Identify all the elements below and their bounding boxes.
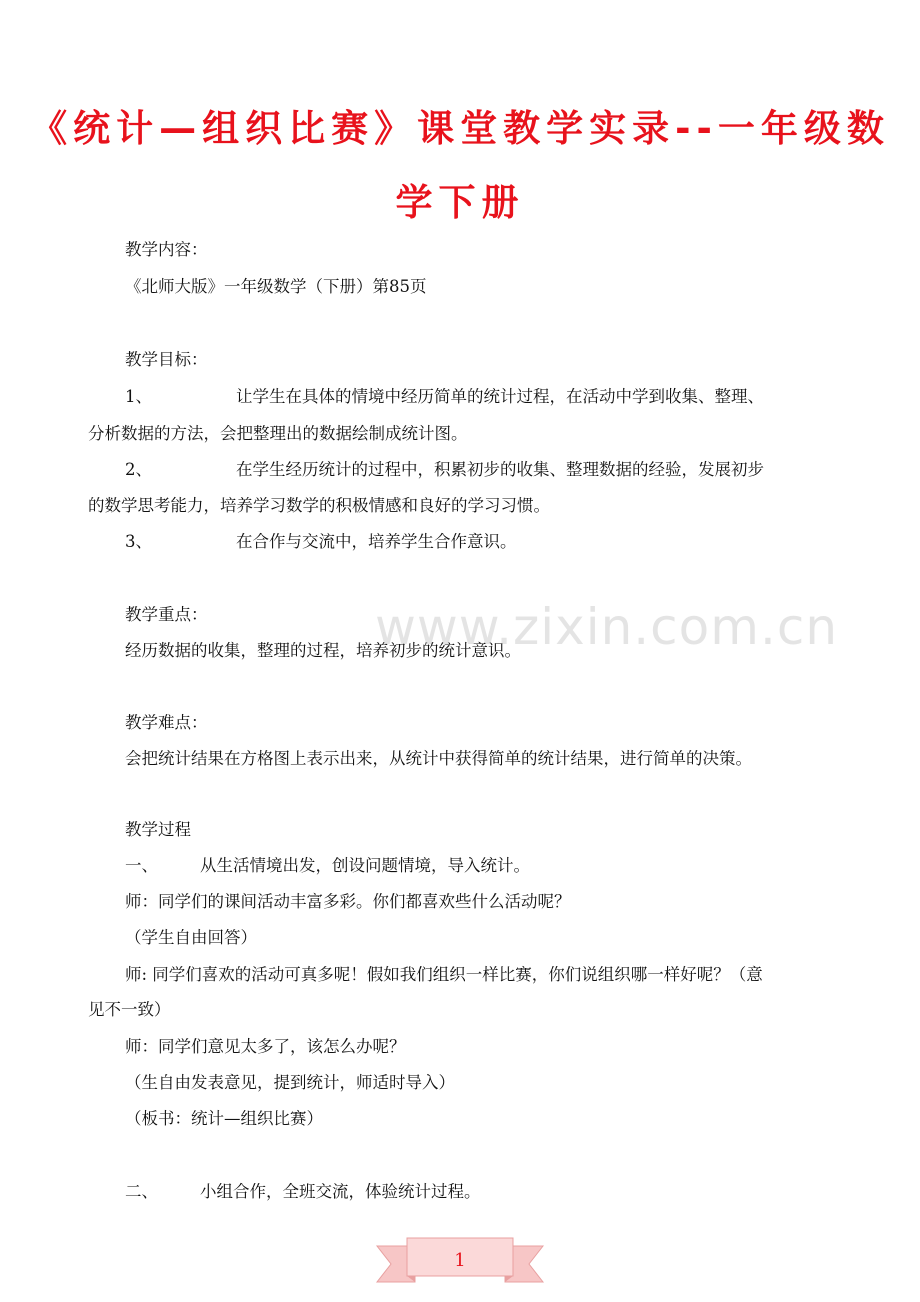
dialogue-line: 见不一致） (88, 1000, 171, 1019)
document-title-line2: 学下册 (395, 181, 525, 224)
dialogue-line: 师：同学们意见太多了，该怎么办呢？ (125, 1037, 406, 1056)
step-number: 一、 (125, 856, 158, 875)
step-text: 小组合作，全班交流，体验统计过程。 (200, 1182, 481, 1201)
dialogue-line: （学生自由回答） (125, 928, 257, 947)
watermark: www.zixin.com.cn (375, 598, 839, 656)
goals-label: 教学目标： (125, 350, 208, 369)
key-point-label: 教学重点： (125, 605, 208, 624)
step-number: 二、 (125, 1182, 158, 1201)
goal-text: 让学生在具体的情境中经历简单的统计过程，在活动中学到收集、整理、 (236, 387, 764, 406)
dialogue-line: 师: 同学们喜欢的活动可真多呢！假如我们组织一样比赛，你们说组织哪一样好呢？（意 (125, 965, 763, 984)
goal-text: 在合作与交流中，培养学生合作意识。 (236, 532, 517, 551)
process-label: 教学过程 (125, 820, 191, 839)
step-text: 从生活情境出发，创设问题情境，导入统计。 (200, 856, 530, 875)
difficulty-label: 教学难点： (125, 713, 208, 732)
goal-text-cont: 的数学思考能力，培养学习数学的积极情感和良好的学习习惯。 (88, 496, 550, 515)
goal-text-cont: 分析数据的方法，会把整理出的数据绘制成统计图。 (88, 424, 468, 443)
goal-number: 2、 (125, 460, 152, 479)
goal-text: 在学生经历统计的过程中，积累初步的收集、整理数据的经验，发展初步 (236, 460, 764, 479)
difficulty-text: 会把统计结果在方格图上表示出来，从统计中获得简单的统计结果，进行简单的决策。 (125, 749, 752, 768)
content-text: 《北师大版》一年级数学（下册）第85页 (125, 277, 427, 296)
goal-number: 3、 (125, 532, 152, 551)
page-number: 1 (454, 1250, 466, 1271)
key-point-text: 经历数据的收集，整理的过程，培养初步的统计意识。 (125, 641, 521, 660)
dialogue-line: （生自由发表意见，提到统计，师适时导入） (125, 1073, 455, 1092)
dialogue-line: 师：同学们的课间活动丰富多彩。你们都喜欢些什么活动呢？ (125, 892, 571, 911)
content-label: 教学内容： (125, 240, 208, 259)
document-title-line1: 《统计—组织比赛》课堂教学实录--一年级数 (30, 107, 890, 150)
dialogue-line: （板书：统计—组织比赛） (125, 1109, 323, 1128)
goal-number: 1、 (125, 387, 152, 406)
